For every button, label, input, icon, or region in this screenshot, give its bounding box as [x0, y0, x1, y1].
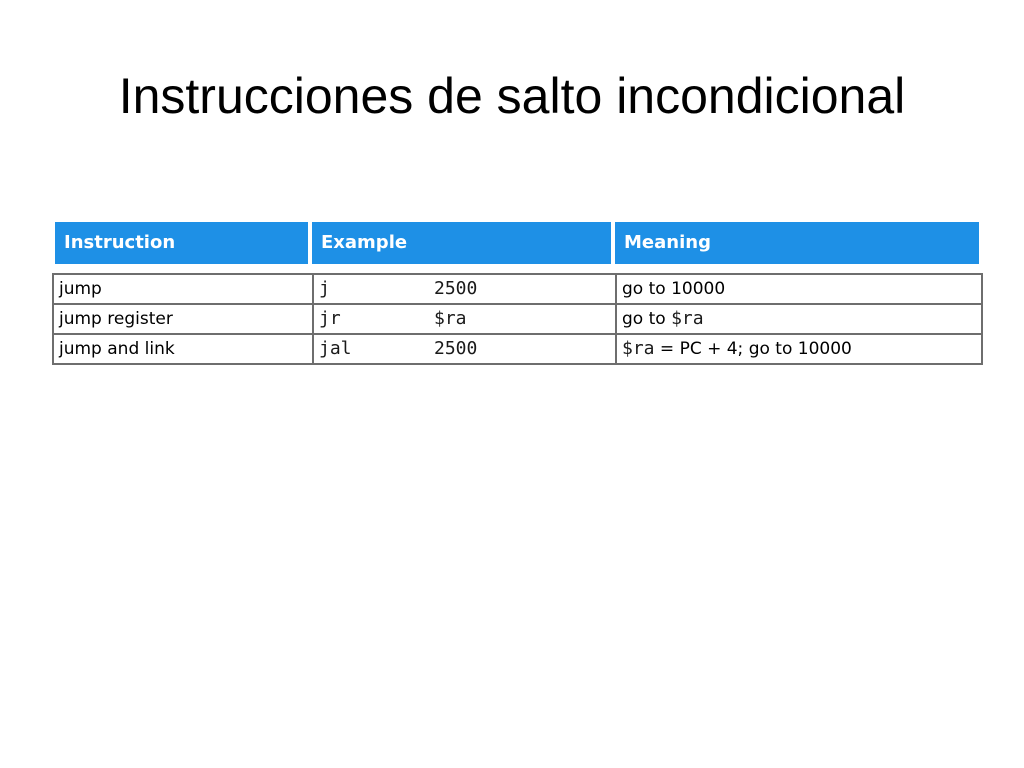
header-example: Example [312, 222, 611, 264]
header-meaning: Meaning [615, 222, 979, 264]
header-instruction: Instruction [55, 222, 308, 264]
meaning-text: go to 10000 [622, 279, 726, 299]
table-row [53, 334, 982, 364]
cell-example [313, 334, 616, 364]
table-header [55, 222, 979, 264]
cell-instruction: jump [53, 274, 313, 304]
cell-meaning [616, 334, 982, 364]
cell-example [313, 274, 616, 304]
table-row [53, 304, 982, 334]
cell-meaning [616, 274, 982, 304]
example-arg: 2500 [434, 278, 478, 299]
example-arg: 2500 [434, 338, 478, 359]
meaning-register: $ra [671, 308, 704, 329]
meaning-text: = PC + 4; go to 10000 [654, 339, 852, 359]
instruction-table [52, 273, 983, 365]
meaning-prefix: go to [622, 309, 672, 329]
cell-instruction: jump register [53, 304, 313, 334]
example-op: jr [319, 308, 341, 329]
meaning-register: $ra [622, 338, 655, 359]
slide-title: Instrucciones de salto incondicional [118, 68, 906, 124]
cell-instruction: jump and link [53, 334, 313, 364]
cell-example [313, 304, 616, 334]
example-arg: $ra [434, 308, 467, 329]
example-op: jal [319, 338, 352, 359]
example-op: j [319, 278, 330, 299]
table-row [53, 274, 982, 304]
cell-meaning [616, 304, 982, 334]
